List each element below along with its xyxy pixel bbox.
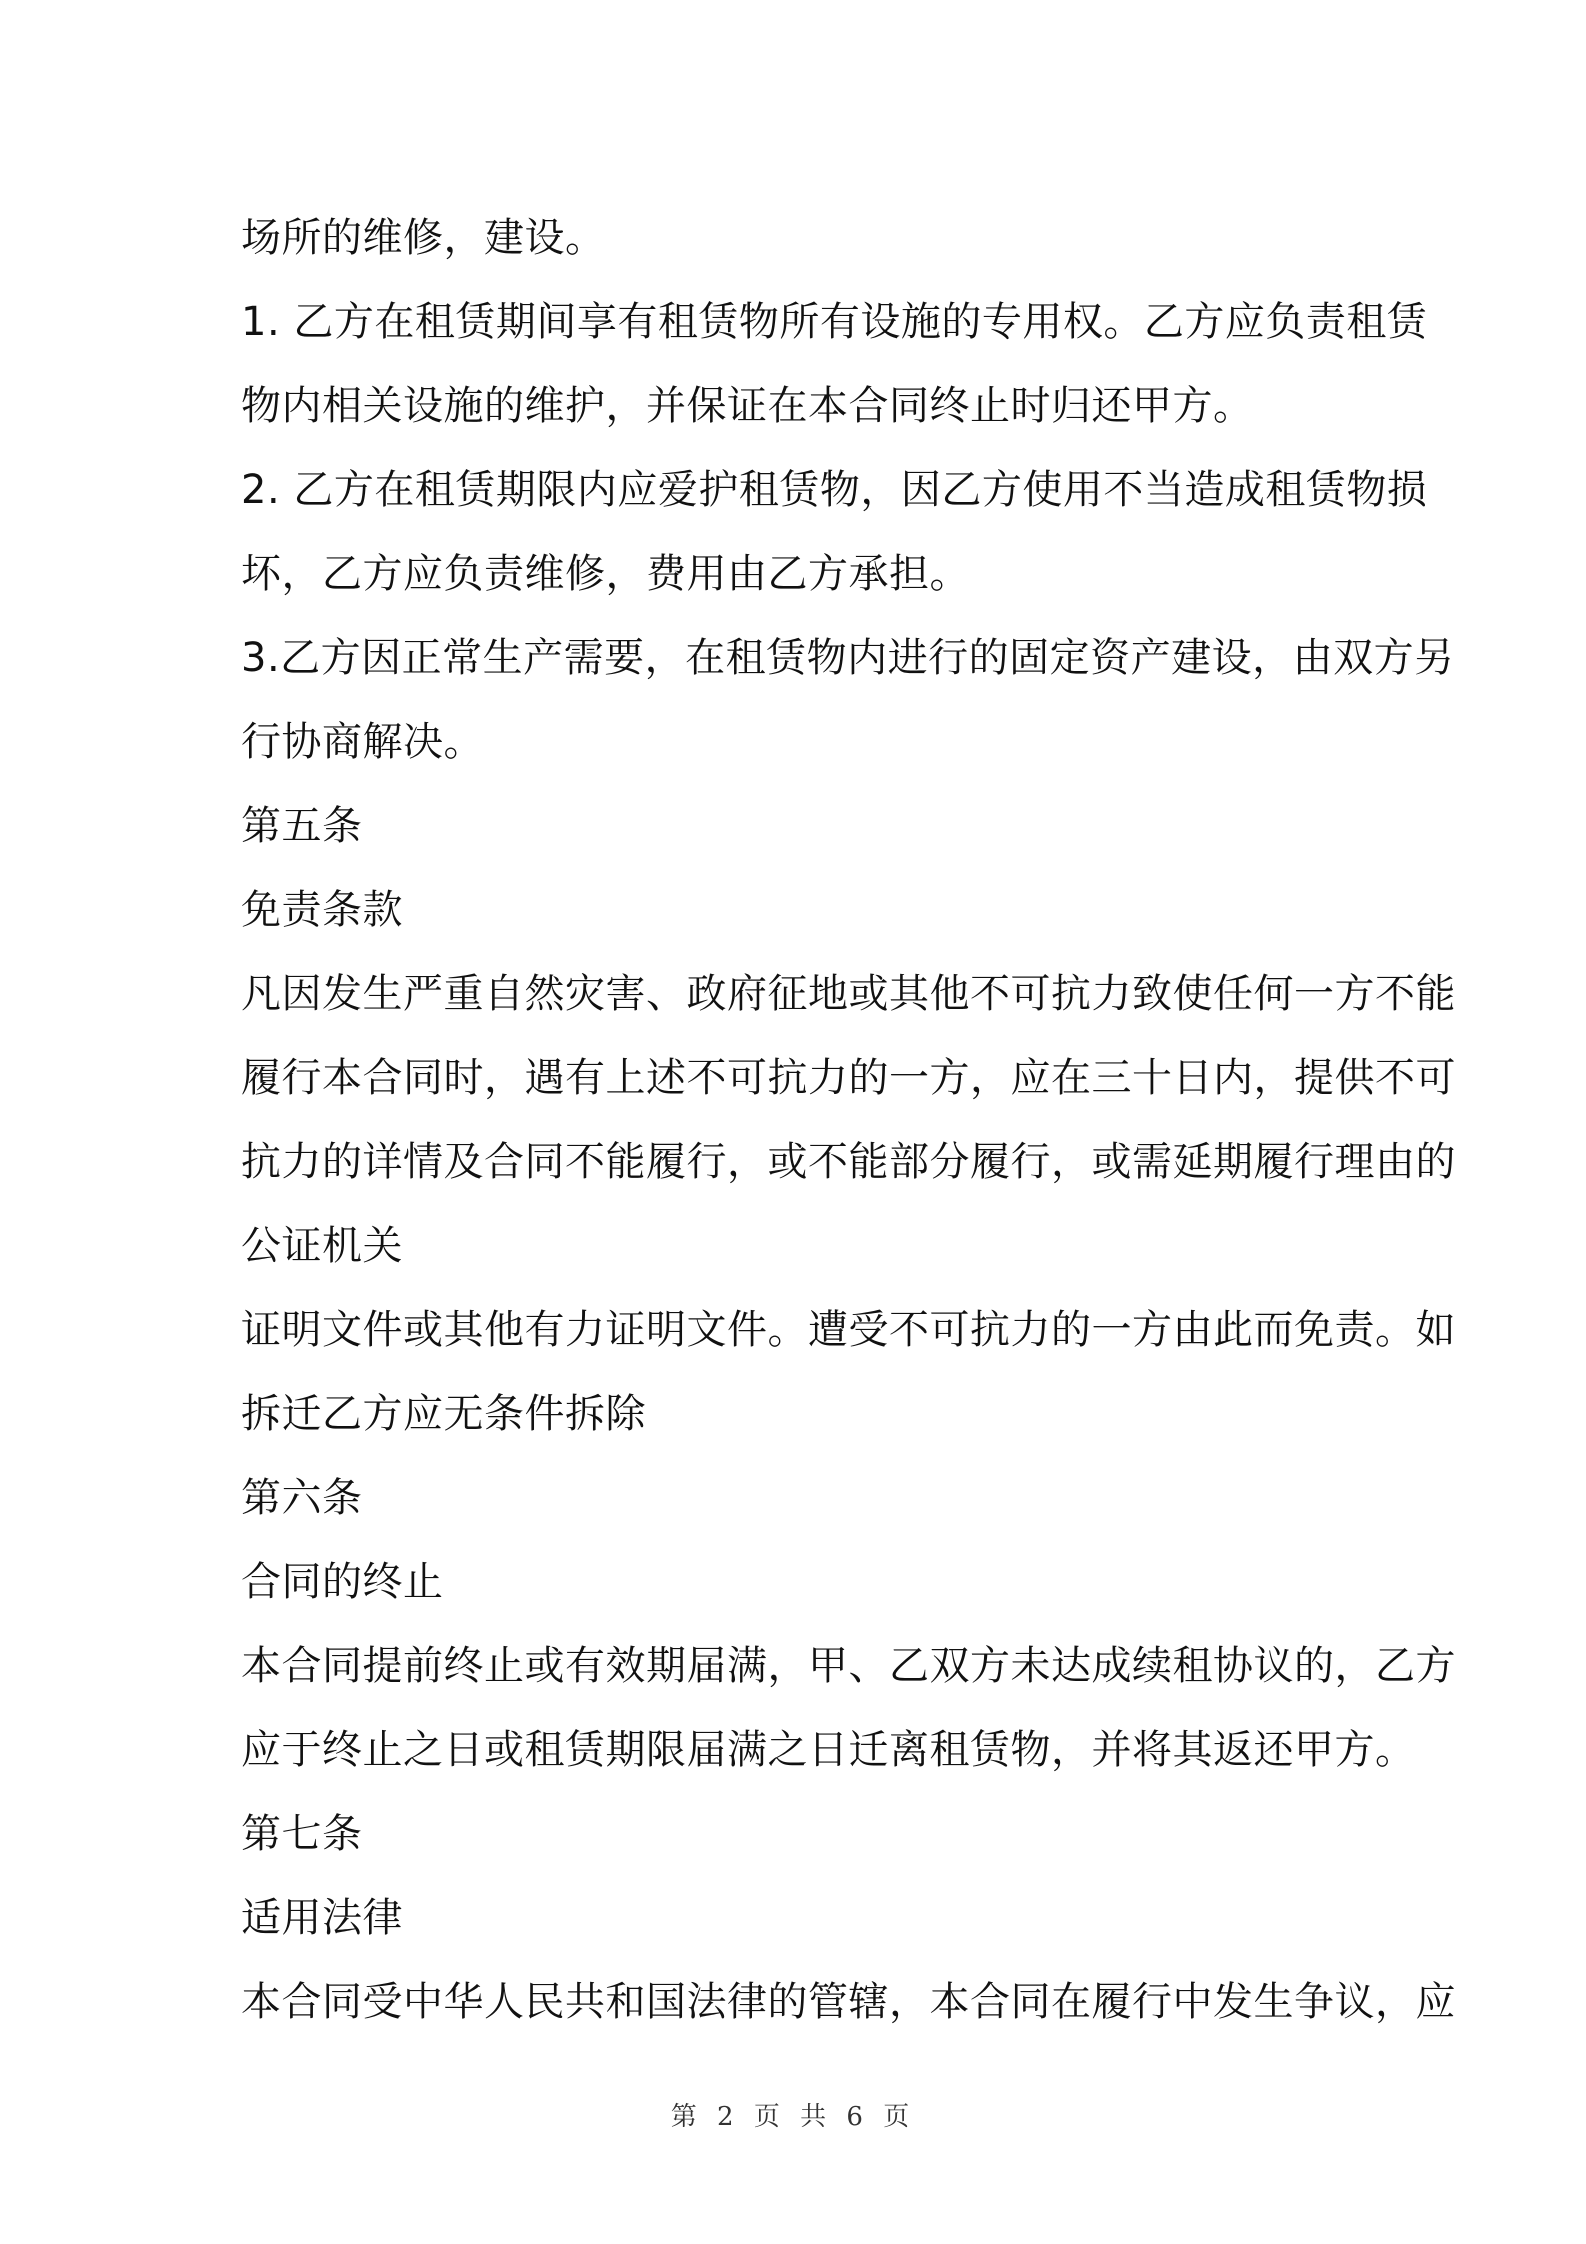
- text-line: 场所的维修，建设。: [241, 215, 606, 261]
- text-line: 行协商解决。: [241, 719, 484, 765]
- article-heading: 第五条: [241, 803, 363, 849]
- text-line: 应于终止之日或租赁期限届满之日迁离租赁物，并将其返还甲方。: [241, 1727, 1416, 1773]
- text-line: 证明文件或其他有力证明文件。遭受不可抗力的一方由此而免责。如: [241, 1307, 1456, 1353]
- page-number-footer: 第 2 页 共 6 页: [670, 2102, 916, 2132]
- text-line: 本合同提前终止或有效期届满，甲、乙双方未达成续租协议的，乙方: [241, 1643, 1456, 1689]
- text-line: 履行本合同时，遇有上述不可抗力的一方，应在三十日内，提供不可: [241, 1055, 1456, 1101]
- text-line: 本合同受中华人民共和国法律的管辖，本合同在履行中发生争议，应: [241, 1979, 1456, 2025]
- text-line: 公证机关: [241, 1223, 403, 1269]
- text-line: 坏，乙方应负责维修，费用由乙方承担。: [241, 551, 970, 597]
- text-line: 物内相关设施的维护，并保证在本合同终止时归还甲方。: [241, 383, 1254, 429]
- article-heading: 第六条: [241, 1475, 363, 1521]
- section-title: 适用法律: [241, 1895, 403, 1941]
- text-line: 凡因发生严重自然灾害、政府征地或其他不可抗力致使任何一方不能: [241, 971, 1456, 1017]
- text-line: 抗力的详情及合同不能履行，或不能部分履行，或需延期履行理由的: [241, 1139, 1456, 1185]
- text-line: 1. 乙方在租赁期间享有租赁物所有设施的专用权。乙方应负责租赁: [241, 299, 1428, 345]
- text-line: 2. 乙方在租赁期限内应爱护租赁物，因乙方使用不当造成租赁物损: [241, 467, 1428, 513]
- article-heading: 第七条: [241, 1811, 363, 1857]
- text-line: 拆迁乙方应无条件拆除: [241, 1391, 646, 1437]
- document-body: [241, 196, 1456, 2044]
- section-title: 免责条款: [241, 887, 403, 933]
- section-title: 合同的终止: [241, 1559, 444, 1605]
- text-line: 3.乙方因正常生产需要，在租赁物内进行的固定资产建设，由双方另: [241, 635, 1455, 681]
